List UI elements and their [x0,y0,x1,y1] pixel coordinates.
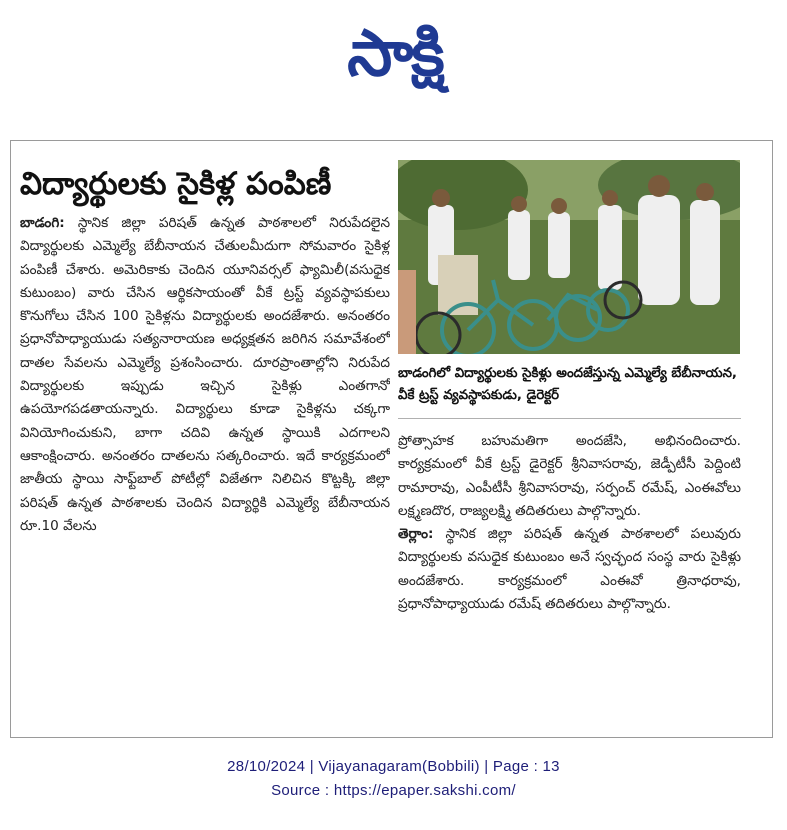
dateline-terlam: తెర్లాం: [398,526,434,543]
photo-cycle-distribution [398,160,740,354]
paragraph-terlam [398,523,741,616]
body-text-right: స్థానిక జిల్లా పరిషత్‌ ఉన్నత పాఠశాలలో పలువురు విద్యార్థులకు వసుధైక కుటుంబం అనే స్వచ్ఛంద సంస్థ వారు సైకిళ్లు అందజేశారు. కార్యక్రమంలో ఎంఈవో త్రినాధరావు, ప్రధానోపాధ్యాయుడు రమేష్‌ తదితరులు పాల్గొన్నారు. [398,526,741,613]
paragraph-badangi [20,212,390,538]
photo-caption: బాడంగిలో విద్యార్థులకు సైకిళ్లు అందజేస్తున్న ఎమ్మెల్యే బేబీనాయన, వీకే ట్రస్ట్‌ వ్యవస్థాపకుడు, డైరెక్టర్‌ [398,366,737,403]
dateline-badangi: బాడంగి: [20,215,65,231]
article-photo [398,160,740,354]
source-label: Source : [271,782,334,799]
body-text-left: స్థానిక జిల్లా పరిషత్‌ ఉన్నత పాఠశాలలో నిరుపేదలైన విద్యార్థులకు ఎమ్మెల్యే బేబీనాయన చేతులమీదుగా సోమవారం సైకిళ్ల పంపిణీ చేశారు. అమెరికాకు చెందిన యూనివర్సల్‌ ఫ్యామిలీ(వసుధైక కుటుంబం) వారు చేసిన ఆర్థికసాయంతో వీకే ట్రస్ట్‌ వ్యవస్థాపకులు కొనుగోలు చేసిన 100 సైకిళ్లను విద్యార్థులకు అందజేశారు. అనంతరం ప్రధానోపాధ్యాయుడు సత్యనారాయణ అధ్యక్షతన జరిగిన సమావేశంలో దాతల సేవలను ఎమ్మెల్యే ప్రశంసించారు. దూరప్రాంతాల్లోని నిరుపేద విద్యార్థులకు ఇప్పుడు ఇచ్చిన సైకిళ్లు ఎంతగానో ఉపయోగపడతాయన్నారు. విద్యార్థులు కూడా సైకిళ్లను చక్కగా వినియోగించుకుని, బాగా చదివి ఉన్నత స్థాయికి ఎదగాలని ఆకాంక్షించారు. అనంతరం దాతలను సత్కరించారు. ఇదే కార్యక్రమంలో జాతీయ స్థాయి సాఫ్ట్‌బాల్‌ పోటీల్లో విజేతగా నిలిచిన కొట్టక్కి జిల్లా పరిషత్‌ ఉన్నత పాఠశాలకు చెందిన విద్యార్థికి ఎమ్మెల్యే బేబీనాయన రూ.10 వేలను [20,215,390,534]
article-right-column [398,430,741,730]
footer-source [0,782,787,799]
source-link[interactable]: https://epaper.sakshi.com/ [333,782,516,799]
article-left-column [20,212,390,727]
footer-edition-info: 28/10/2024 | Vijayanagaram(Bobbili) | Page : 13 [227,758,560,775]
paragraph-continuation: ప్రోత్సాహక బహుమతిగా అందజేసి, అభినందించారు. కార్యక్రమంలో వీకే ట్రస్ట్‌ డైరెక్టర్‌ శ్రీనివాసరావు, జెడ్పీటీసీ పెద్దింటి రామారావు, ఎంపీటీసీ శ్రీనివాసరావు, సర్పంచ్‌ రమేష్‌, ఎంఈవోలు లక్ష్మణదొర, రాజ్యలక్ష్మి తదితరులు పాల్గొన్నారు. [398,433,741,519]
caption-divider [398,418,741,419]
newspaper-logo: సాక్షి [347,17,443,91]
article-headline: విద్యార్థులకు సైకిళ్ల పంపిణీ [20,166,332,202]
